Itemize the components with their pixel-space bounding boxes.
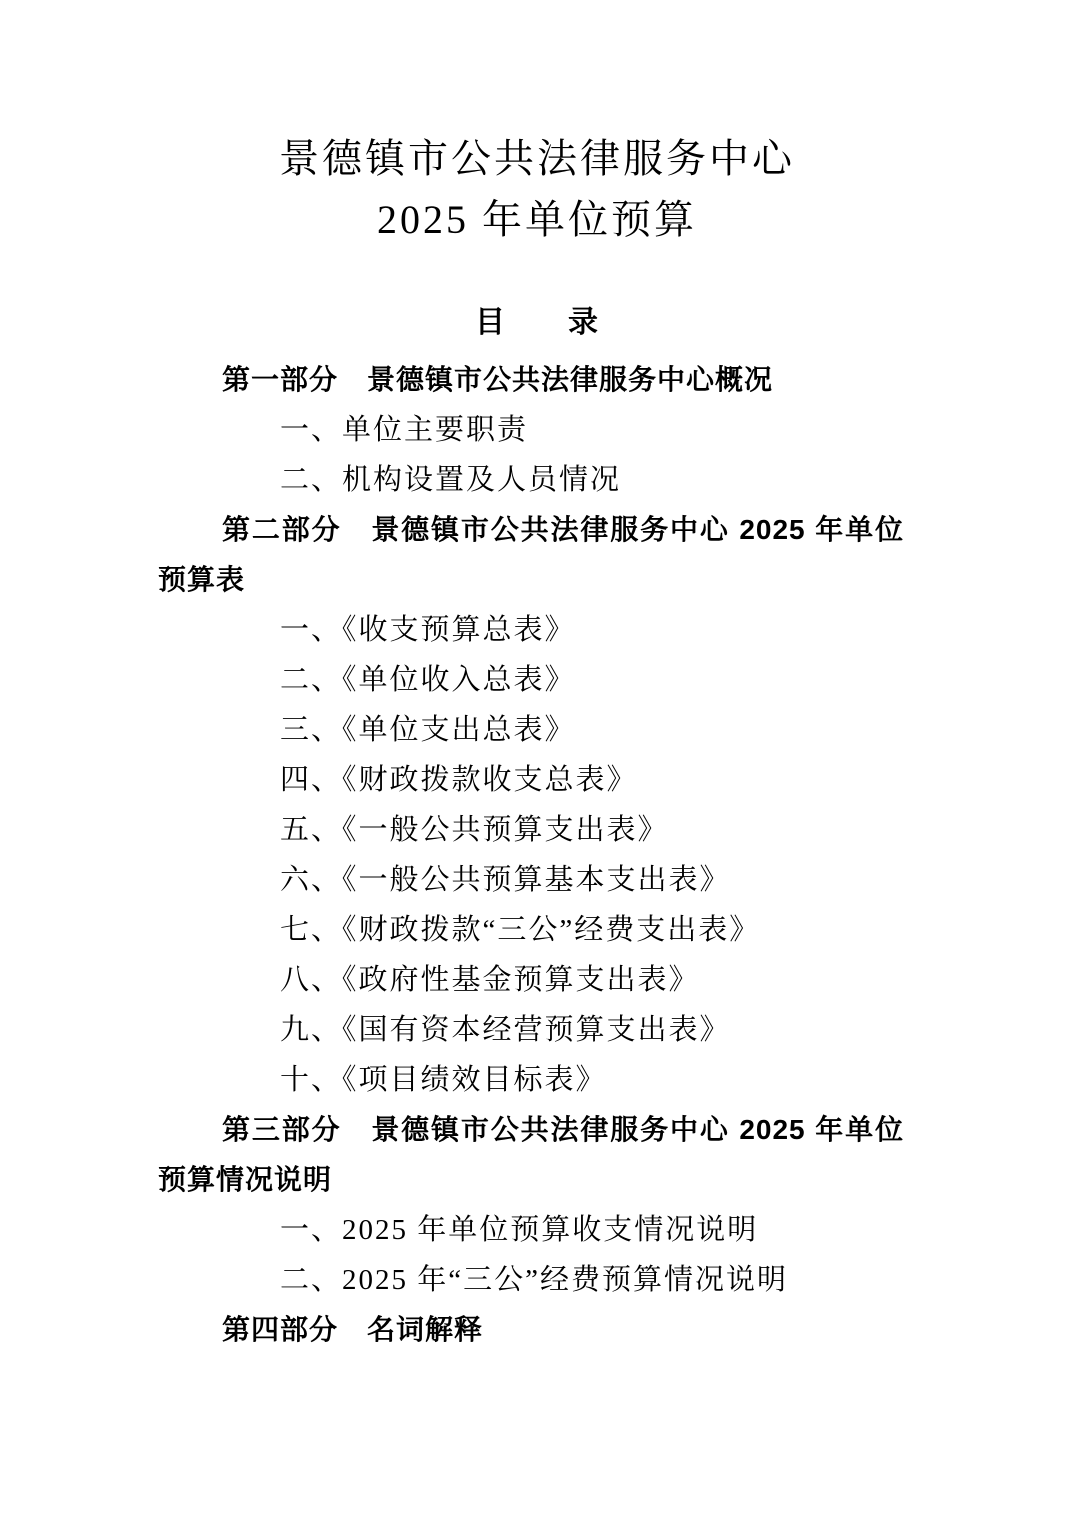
document-header: [0, 0, 1074, 250]
toc-item: 四、《财政拨款收支总表》: [280, 764, 638, 796]
toc-item: 一、《收支预算总表》: [280, 614, 576, 646]
toc-item: 二、2025 年“三公”经费预算情况说明: [280, 1264, 788, 1296]
toc-item: 二、机构设置及人员情况: [280, 464, 622, 496]
toc-item: 九、《国有资本经营预算支出表》: [280, 1014, 731, 1046]
toc-item: 一、单位主要职责: [280, 414, 529, 446]
toc-title: 目 录: [475, 306, 599, 339]
toc-item: 六、《一般公共预算基本支出表》: [280, 864, 731, 896]
toc-section-4-heading: 第四部分 名词解释: [222, 1314, 484, 1345]
toc-item: 一、2025 年单位预算收支情况说明: [280, 1214, 759, 1246]
document-title-line-2: 2025 年单位预算: [377, 197, 697, 242]
toc-item: 七、《财政拨款“三公”经费支出表》: [280, 914, 761, 946]
toc-item: 二、《单位收入总表》: [280, 664, 576, 696]
table-of-contents: [158, 355, 904, 1355]
toc-item: 八、《政府性基金预算支出表》: [280, 964, 700, 996]
toc-item: 十、《项目绩效目标表》: [280, 1064, 607, 1096]
toc-section-3-heading: 第三部分 景德镇市公共法律服务中心 2025 年单位预算情况说明: [158, 1114, 904, 1195]
toc-item: 五、《一般公共预算支出表》: [280, 814, 669, 846]
toc-section-1-heading: 第一部分 景德镇市公共法律服务中心概况: [222, 364, 774, 395]
toc-item: 三、《单位支出总表》: [280, 714, 576, 746]
toc-section-2-heading: 第二部分 景德镇市公共法律服务中心 2025 年单位预算表: [158, 514, 904, 595]
document-title-line-1: 景德镇市公共法律服务中心: [279, 136, 795, 181]
